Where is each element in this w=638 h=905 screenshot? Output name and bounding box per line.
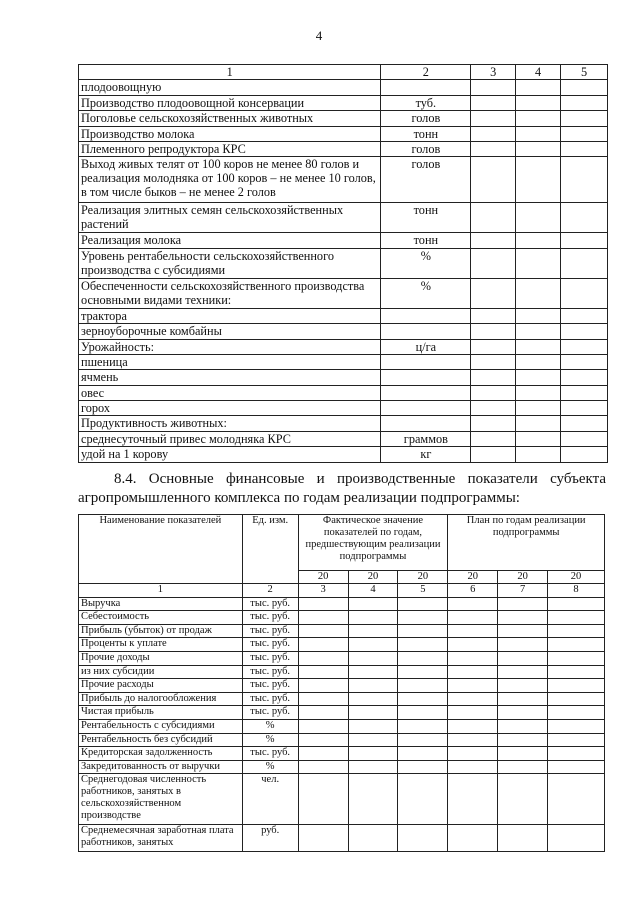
indicator-unit: тыс. руб. — [242, 706, 298, 720]
value-cell[interactable] — [548, 651, 605, 665]
value-cell[interactable] — [448, 719, 498, 733]
table-row — [79, 141, 608, 156]
indicator-unit: голов — [381, 141, 471, 156]
value-cell[interactable] — [498, 611, 548, 625]
col-number: 6 — [448, 584, 498, 598]
indicator-unit: тыс. руб. — [242, 638, 298, 652]
value-cell[interactable] — [348, 679, 398, 693]
value-cell[interactable] — [348, 733, 398, 747]
value-cell[interactable] — [516, 157, 561, 203]
indicator-unit: голов — [381, 111, 471, 126]
table-row — [79, 706, 605, 720]
value-cell[interactable] — [448, 665, 498, 679]
value-cell[interactable] — [448, 611, 498, 625]
indicator-name: зерноуборочные комбайны — [79, 324, 381, 339]
indicator-unit: тыс. руб. — [242, 597, 298, 611]
value-cell[interactable] — [348, 692, 398, 706]
value-cell[interactable] — [348, 597, 398, 611]
col-number: 8 — [548, 584, 605, 598]
col-header: 1 — [79, 65, 381, 80]
table-row — [79, 339, 608, 354]
table-row — [79, 80, 608, 95]
table-row — [79, 248, 608, 278]
value-cell[interactable] — [516, 354, 561, 369]
value-cell[interactable] — [548, 825, 605, 852]
indicator-unit — [381, 385, 471, 400]
indicator-name: Среднегодовая численность работников, занятых в сельскохозяйственном производстве — [79, 774, 243, 825]
value-cell[interactable] — [561, 157, 608, 203]
indicator-unit: ц/га — [381, 339, 471, 354]
value-cell[interactable] — [498, 624, 548, 638]
value-cell[interactable] — [561, 324, 608, 339]
value-cell[interactable] — [348, 611, 398, 625]
value-cell[interactable] — [561, 447, 608, 462]
value-cell[interactable] — [561, 401, 608, 416]
col-header: 2 — [381, 65, 471, 80]
value-cell[interactable] — [348, 624, 398, 638]
indicator-unit: тонн — [381, 126, 471, 141]
indicator-unit: тыс. руб. — [242, 651, 298, 665]
value-cell[interactable] — [548, 611, 605, 625]
value-cell[interactable] — [348, 706, 398, 720]
indicator-unit: % — [242, 719, 298, 733]
value-cell[interactable] — [471, 126, 516, 141]
indicator-name: Рентабельность с субсидиями — [79, 719, 243, 733]
header-fact: Фактическое значение показателей по годам, предшествующим реализации подпрограммы — [298, 515, 448, 571]
value-cell[interactable] — [561, 354, 608, 369]
value-cell[interactable] — [498, 825, 548, 852]
col-header: 5 — [561, 65, 608, 80]
table-row — [79, 760, 605, 774]
value-cell[interactable] — [498, 774, 548, 825]
value-cell[interactable] — [471, 141, 516, 156]
indicator-name: Проценты к уплате — [79, 638, 243, 652]
value-cell[interactable] — [448, 624, 498, 638]
value-cell[interactable] — [348, 651, 398, 665]
indicator-unit — [381, 354, 471, 369]
table-row — [79, 774, 605, 825]
indicator-name: удой на 1 корову — [79, 447, 381, 462]
year-cell: 20 — [298, 571, 348, 584]
value-cell[interactable] — [516, 401, 561, 416]
indicator-name: овес — [79, 385, 381, 400]
indicator-unit: граммов — [381, 431, 471, 446]
value-cell[interactable] — [298, 825, 348, 852]
indicator-name: Племенного репродуктора КРС — [79, 141, 381, 156]
header-unit: Ед. изм. — [242, 515, 298, 584]
value-cell[interactable] — [398, 774, 448, 825]
value-cell[interactable] — [516, 111, 561, 126]
table-row — [79, 157, 608, 203]
table-row — [79, 447, 608, 462]
indicator-name: Производство молока — [79, 126, 381, 141]
value-cell[interactable] — [298, 733, 348, 747]
table-row — [79, 278, 608, 308]
value-cell[interactable] — [348, 760, 398, 774]
table-row — [79, 692, 605, 706]
value-cell[interactable] — [516, 308, 561, 323]
table-row — [79, 747, 605, 761]
value-cell[interactable] — [471, 157, 516, 203]
value-cell[interactable] — [471, 416, 516, 431]
value-cell[interactable] — [298, 747, 348, 761]
value-cell[interactable] — [561, 308, 608, 323]
col-number: 3 — [298, 584, 348, 598]
value-cell[interactable] — [498, 706, 548, 720]
col-header: 3 — [471, 65, 516, 80]
table-row — [79, 385, 608, 400]
page-number: 4 — [315, 28, 323, 43]
value-cell[interactable] — [516, 141, 561, 156]
table-row — [79, 126, 608, 141]
indicator-unit: чел. — [242, 774, 298, 825]
value-cell[interactable] — [548, 624, 605, 638]
value-cell[interactable] — [298, 611, 348, 625]
value-cell[interactable] — [561, 233, 608, 248]
indicator-name: Производство плодоовощной консервации — [79, 95, 381, 110]
value-cell[interactable] — [348, 774, 398, 825]
indicator-unit — [381, 370, 471, 385]
table-row — [79, 651, 605, 665]
column-numbers-row — [79, 584, 605, 598]
value-cell[interactable] — [498, 638, 548, 652]
value-cell[interactable] — [398, 597, 448, 611]
indicator-unit — [381, 401, 471, 416]
value-cell[interactable] — [298, 665, 348, 679]
indicator-name: Чистая прибыль — [79, 706, 243, 720]
indicator-unit — [381, 416, 471, 431]
col-number: 1 — [79, 584, 243, 598]
indicator-name: Прочие доходы — [79, 651, 243, 665]
value-cell[interactable] — [548, 597, 605, 611]
table-row — [79, 416, 608, 431]
table-row — [79, 719, 605, 733]
indicator-name: Уровень рентабельности сельскохозяйственного производства с субсидиями — [79, 248, 381, 278]
value-cell[interactable] — [548, 719, 605, 733]
value-cell[interactable] — [348, 719, 398, 733]
indicator-name: пшеница — [79, 354, 381, 369]
value-cell[interactable] — [471, 339, 516, 354]
indicator-unit: тыс. руб. — [242, 679, 298, 693]
indicator-name: Обеспеченности сельскохозяйственного производства основными видами техники: — [79, 278, 381, 308]
value-cell[interactable] — [471, 95, 516, 110]
indicator-unit: кг — [381, 447, 471, 462]
value-cell[interactable] — [498, 651, 548, 665]
indicator-unit — [381, 324, 471, 339]
value-cell[interactable] — [398, 760, 448, 774]
table-row — [79, 611, 605, 625]
value-cell[interactable] — [516, 447, 561, 462]
indicator-name: Прибыль (убыток) от продаж — [79, 624, 243, 638]
value-cell[interactable] — [548, 747, 605, 761]
indicator-name: Выход живых телят от 100 коров не менее 80 голов и реализация молодняка от 100 коров – не менее 10 голов, в том числе быков – не менее 2 голов — [79, 157, 381, 203]
value-cell[interactable] — [398, 719, 448, 733]
value-cell[interactable] — [561, 80, 608, 95]
value-cell[interactable] — [548, 760, 605, 774]
indicator-name: Себестоимость — [79, 611, 243, 625]
indicator-unit: тонн — [381, 203, 471, 233]
value-cell[interactable] — [516, 370, 561, 385]
value-cell[interactable] — [516, 203, 561, 233]
indicator-name: Выручка — [79, 597, 243, 611]
value-cell[interactable] — [516, 95, 561, 110]
value-cell[interactable] — [471, 233, 516, 248]
value-cell[interactable] — [348, 825, 398, 852]
year-cell: 20 — [398, 571, 448, 584]
value-cell[interactable] — [448, 638, 498, 652]
value-cell[interactable] — [548, 679, 605, 693]
value-cell[interactable] — [516, 80, 561, 95]
value-cell[interactable] — [498, 760, 548, 774]
table-header-row — [79, 65, 608, 80]
value-cell[interactable] — [398, 638, 448, 652]
indicator-name: Рентабельность без субсидий — [79, 733, 243, 747]
value-cell[interactable] — [448, 597, 498, 611]
value-cell[interactable] — [471, 203, 516, 233]
value-cell[interactable] — [498, 733, 548, 747]
indicator-unit: % — [242, 733, 298, 747]
header-name: Наименование показателей — [79, 515, 243, 584]
indicator-unit: руб. — [242, 825, 298, 852]
value-cell[interactable] — [498, 692, 548, 706]
table-row — [79, 597, 605, 611]
value-cell[interactable] — [471, 80, 516, 95]
value-cell[interactable] — [398, 651, 448, 665]
table-row — [79, 624, 605, 638]
section-heading-line2: агропромышленного комплекса по годам реализации подпрограммы: — [78, 490, 520, 506]
value-cell[interactable] — [298, 597, 348, 611]
value-cell[interactable] — [298, 679, 348, 693]
value-cell[interactable] — [448, 692, 498, 706]
value-cell[interactable] — [471, 324, 516, 339]
col-number: 2 — [242, 584, 298, 598]
indicator-name: Поголовье сельскохозяйственных животных — [79, 111, 381, 126]
year-cell: 20 — [448, 571, 498, 584]
year-cell: 20 — [498, 571, 548, 584]
indicator-name: Закредитованность от выручки — [79, 760, 243, 774]
value-cell[interactable] — [471, 385, 516, 400]
value-cell[interactable] — [471, 370, 516, 385]
table-row — [79, 370, 608, 385]
value-cell[interactable] — [448, 825, 498, 852]
value-cell[interactable] — [498, 665, 548, 679]
value-cell[interactable] — [298, 706, 348, 720]
value-cell[interactable] — [448, 733, 498, 747]
value-cell[interactable] — [448, 774, 498, 825]
indicators-table — [78, 64, 608, 463]
indicator-name: Продуктивность животных: — [79, 416, 381, 431]
value-cell[interactable] — [516, 278, 561, 308]
value-cell[interactable] — [398, 706, 448, 720]
value-cell[interactable] — [561, 248, 608, 278]
table-row — [79, 638, 605, 652]
table-row — [79, 431, 608, 446]
value-cell[interactable] — [398, 624, 448, 638]
indicator-name: Реализация элитных семян сельскохозяйственных растений — [79, 203, 381, 233]
value-cell[interactable] — [398, 825, 448, 852]
value-cell[interactable] — [471, 111, 516, 126]
table-row — [79, 111, 608, 126]
table-row — [79, 679, 605, 693]
indicator-unit: тыс. руб. — [242, 692, 298, 706]
table-row — [79, 308, 608, 323]
table-row — [79, 233, 608, 248]
indicator-name: среднесуточный привес молодняка КРС — [79, 431, 381, 446]
value-cell[interactable] — [348, 665, 398, 679]
value-cell[interactable] — [398, 747, 448, 761]
indicator-unit: % — [381, 248, 471, 278]
value-cell[interactable] — [448, 679, 498, 693]
indicator-unit: % — [242, 760, 298, 774]
table-row — [79, 95, 608, 110]
value-cell[interactable] — [471, 431, 516, 446]
value-cell[interactable] — [516, 324, 561, 339]
value-cell[interactable] — [471, 308, 516, 323]
value-cell[interactable] — [516, 233, 561, 248]
indicator-unit — [381, 308, 471, 323]
value-cell[interactable] — [471, 248, 516, 278]
value-cell[interactable] — [298, 692, 348, 706]
value-cell[interactable] — [561, 203, 608, 233]
value-cell[interactable] — [298, 624, 348, 638]
value-cell[interactable] — [298, 638, 348, 652]
value-cell[interactable] — [516, 385, 561, 400]
value-cell[interactable] — [498, 719, 548, 733]
value-cell[interactable] — [561, 111, 608, 126]
value-cell[interactable] — [561, 278, 608, 308]
table-row — [79, 401, 608, 416]
header-plan: План по годам реализации подпрограммы — [448, 515, 605, 571]
col-number: 5 — [398, 584, 448, 598]
value-cell[interactable] — [448, 760, 498, 774]
value-cell[interactable] — [471, 354, 516, 369]
value-cell[interactable] — [398, 733, 448, 747]
value-cell[interactable] — [561, 385, 608, 400]
value-cell[interactable] — [516, 248, 561, 278]
value-cell[interactable] — [548, 733, 605, 747]
table-row — [79, 354, 608, 369]
value-cell[interactable] — [561, 416, 608, 431]
value-cell[interactable] — [548, 774, 605, 825]
indicator-name: Реализация молока — [79, 233, 381, 248]
value-cell[interactable] — [298, 651, 348, 665]
value-cell[interactable] — [516, 431, 561, 446]
value-cell[interactable] — [448, 706, 498, 720]
value-cell[interactable] — [561, 141, 608, 156]
indicator-unit: тыс. руб. — [242, 624, 298, 638]
col-number: 7 — [498, 584, 548, 598]
value-cell[interactable] — [398, 692, 448, 706]
table-row — [79, 203, 608, 233]
col-number: 4 — [348, 584, 398, 598]
value-cell[interactable] — [548, 665, 605, 679]
value-cell[interactable] — [398, 611, 448, 625]
indicator-name: Среднемесячная заработная плата работников, занятых — [79, 825, 243, 852]
indicator-unit: тыс. руб. — [242, 665, 298, 679]
year-cell: 20 — [348, 571, 398, 584]
value-cell[interactable] — [448, 747, 498, 761]
table-row — [79, 733, 605, 747]
section-heading — [78, 470, 606, 508]
indicator-unit: туб. — [381, 95, 471, 110]
value-cell[interactable] — [548, 638, 605, 652]
value-cell[interactable] — [561, 95, 608, 110]
table-header-row — [79, 515, 605, 571]
year-cell: 20 — [548, 571, 605, 584]
indicator-name: из них субсидии — [79, 665, 243, 679]
indicator-name: ячмень — [79, 370, 381, 385]
value-cell[interactable] — [561, 431, 608, 446]
value-cell[interactable] — [548, 692, 605, 706]
indicator-unit: голов — [381, 157, 471, 203]
indicator-unit — [381, 80, 471, 95]
indicator-name: горох — [79, 401, 381, 416]
value-cell[interactable] — [298, 760, 348, 774]
value-cell[interactable] — [498, 747, 548, 761]
indicator-unit: тонн — [381, 233, 471, 248]
value-cell[interactable] — [398, 679, 448, 693]
indicator-name: Кредиторская задолженность — [79, 747, 243, 761]
indicator-unit: тыс. руб. — [242, 747, 298, 761]
value-cell[interactable] — [348, 638, 398, 652]
value-cell[interactable] — [298, 719, 348, 733]
value-cell[interactable] — [398, 665, 448, 679]
col-header: 4 — [516, 65, 561, 80]
value-cell[interactable] — [516, 339, 561, 354]
indicator-name: Прочие расходы — [79, 679, 243, 693]
value-cell[interactable] — [548, 706, 605, 720]
indicator-unit: тыс. руб. — [242, 611, 298, 625]
value-cell[interactable] — [516, 126, 561, 141]
value-cell[interactable] — [298, 774, 348, 825]
section-heading-line1: 8.4. Основные финансовые и производственные показатели субъекта — [114, 471, 606, 487]
indicator-name: трактора — [79, 308, 381, 323]
financial-indicators-table — [78, 514, 605, 852]
value-cell[interactable] — [471, 447, 516, 462]
value-cell[interactable] — [348, 747, 398, 761]
table-row — [79, 324, 608, 339]
value-cell[interactable] — [516, 416, 561, 431]
value-cell[interactable] — [498, 597, 548, 611]
table-row — [79, 825, 605, 852]
table-row — [79, 665, 605, 679]
indicator-name: Урожайность: — [79, 339, 381, 354]
value-cell[interactable] — [448, 651, 498, 665]
value-cell[interactable] — [498, 679, 548, 693]
value-cell[interactable] — [471, 278, 516, 308]
indicator-name: плодоовощную — [79, 80, 381, 95]
value-cell[interactable] — [561, 370, 608, 385]
value-cell[interactable] — [471, 401, 516, 416]
indicator-name: Прибыль до налогообложения — [79, 692, 243, 706]
value-cell[interactable] — [561, 339, 608, 354]
indicator-unit: % — [381, 278, 471, 308]
value-cell[interactable] — [561, 126, 608, 141]
